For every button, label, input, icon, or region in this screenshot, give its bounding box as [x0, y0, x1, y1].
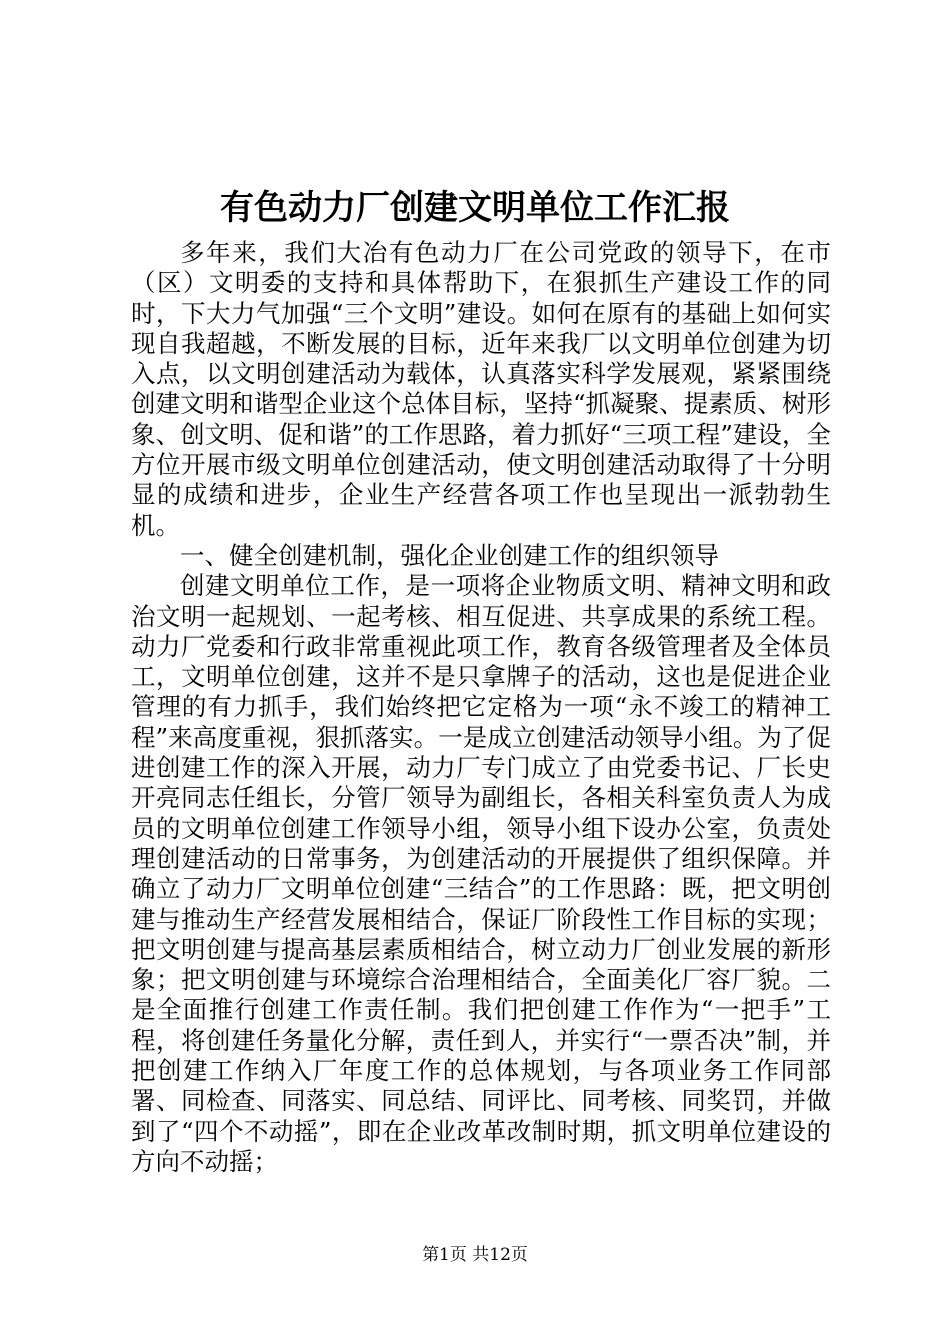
section-heading-1: 一、健全创建机制，强化企业创建工作的组织领导 — [180, 540, 719, 570]
paragraph-intro: 多年来，我们大冶有色动力厂在公司党政的领导下，在市（区）文明委的支持和具体帮助下，在狠抓生产建设工作的同时，下大力气加强“三个文明”建设。如何在原有的基础上如何实现自我超越，不断发展的目标，近年来我厂以文明单位创建为切入点，以文明创建活动为载体，认真落实科学发展观，紧紧围绕创建文明和谐型企业这个总体目标，坚持“抓凝聚、提素质、树形象、创文明、促和谐”的工作思路，着力抓好“三项工程”建设，全方位开展市级文明单位创建活动，使文明创建活动取得了十分明显的成绩和进步，企业生产经营各项工作也呈现出一派勃勃生机。 — [131, 238, 831, 540]
document-body — [131, 238, 831, 1177]
paragraph-section-1: 创建文明单位工作，是一项将企业物质文明、精神文明和政治文明一起规划、一起考核、相互促进、共享成果的系统工程。动力厂党委和行政非常重视此项工作，教育各级管理者及全体员工，文明单位创建，这并不是只拿牌子的活动，这也是促进企业管理的有力抓手，我们始终把它定格为一项“永不竣工的精神工程”来高度重视，狠抓落实。一是成立创建活动领导小组。为了促进创建工作的深入开展，动力厂专门成立了由党委书记、厂长史开亮同志任组长，分管厂领导为副组长，各相关科室负责人为成员的文明单位创建工作领导小组，领导小组下设办公室，负责处理创建活动的日常事务，为创建活动的开展提供了组织保障。并确立了动力厂文明单位创建“三结合”的工作思路：既，把文明创建与推动生产经营发展相结合，保证厂阶段性工作目标的实现；把文明创建与提高基层素质相结合，树立动力厂创业发展的新形象；把文明创建与环境综合治理相结合，全面美化厂容厂貌。二是全面推行创建工作责任制。我们把创建工作作为“一把手”工程，将创建任务量化分解，责任到人，并实行“一票否决”制，并把创建工作纳入厂年度工作的总体规划，与各项业务工作同部署、同检查、同落实、同总结、同评比、同考核、同奖罚，并做到了“四个不动摇”，即在企业改革改制时期，抓文明单位建设的方向不动摇； — [131, 571, 831, 1176]
document-title: 有色动力厂创建文明单位工作汇报 — [220, 188, 730, 228]
page-number-footer: 第1页 共12页 — [422, 1245, 528, 1265]
